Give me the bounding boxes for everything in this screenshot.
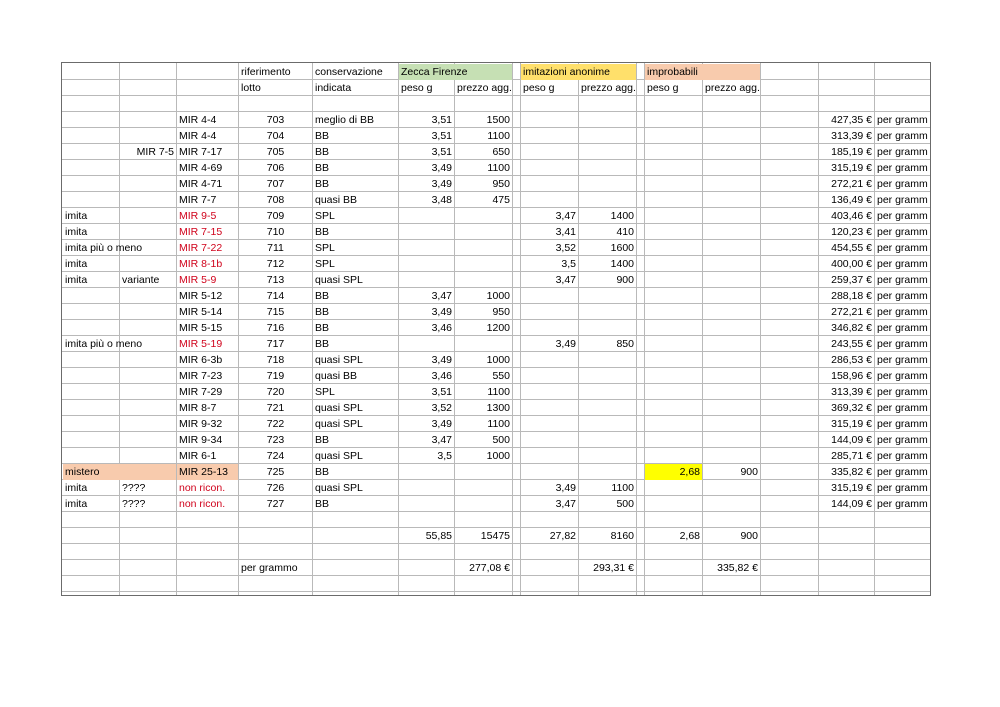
row-peso-zecca: 3,46 [431, 322, 452, 334]
row-prezzo-imitazioni: 1400 [610, 210, 634, 222]
row-conservazione: BB [315, 322, 330, 334]
row-prezzo-zecca: 550 [492, 370, 510, 382]
row-conservazione: meglio di BB [315, 114, 374, 126]
row-conservazione: SPL [315, 242, 335, 254]
row-prezzo-imitazioni: 500 [616, 498, 634, 510]
row-prezzo-zecca: 475 [492, 194, 510, 206]
row-lot: 723 [266, 434, 285, 446]
row-unit: per gramm [877, 498, 928, 510]
row-conservazione: BB [315, 178, 330, 190]
row-note: imita [65, 226, 88, 238]
row-prezzo-zecca: 1200 [486, 322, 510, 334]
row-note: imita più o meno [65, 242, 143, 254]
row-peso-zecca: 3,51 [431, 146, 452, 158]
row-reference: MIR 8-7 [179, 402, 217, 414]
row-lot: 721 [266, 402, 285, 414]
total-peso-improbabili: 2,68 [679, 530, 700, 542]
row-unit: per gramm [877, 434, 928, 446]
row-price-per-gram: 144,09 € [831, 434, 872, 446]
row-reference: MIR 25-13 [177, 464, 238, 480]
row-conservazione: quasi SPL [315, 418, 363, 430]
row-conservazione: BB [315, 306, 330, 318]
row-reference: MIR 7-23 [179, 370, 223, 382]
row-peso-imitazioni: 3,47 [555, 210, 576, 222]
row-prezzo-zecca: 650 [492, 146, 510, 158]
row-unit: per gramm [877, 386, 928, 398]
row-reference: MIR 5-15 [179, 322, 223, 334]
row-peso-zecca: 3,51 [431, 130, 452, 142]
total-peso-zecca: 55,85 [425, 530, 452, 542]
row-price-per-gram: 315,19 € [831, 162, 872, 174]
row-unit: per gramm [877, 114, 928, 126]
header-improbabili: improbabili [645, 64, 760, 80]
row-reference: MIR 9-32 [179, 418, 223, 430]
row-note: imita [65, 498, 88, 510]
row-price-per-gram: 259,37 € [831, 274, 872, 286]
row-price-per-gram: 272,21 € [831, 178, 872, 190]
per-grammo-zecca: 277,08 € [469, 562, 510, 574]
row-lot: 704 [266, 130, 285, 142]
row-lot: 726 [266, 482, 285, 494]
row-reference: non ricon. [179, 498, 226, 510]
row-lot: 714 [266, 290, 285, 302]
row-prezzo-zecca: 950 [492, 306, 510, 318]
row-lot: 705 [266, 146, 285, 158]
row-prezzo-imitazioni: 1400 [610, 258, 634, 270]
spreadsheet-table [61, 62, 931, 596]
row-price-per-gram: 400,00 € [831, 258, 872, 270]
row-price-per-gram: 288,18 € [831, 290, 872, 302]
row-prezzo-zecca: 1000 [486, 450, 510, 462]
row-prezzo-zecca: 1000 [486, 354, 510, 366]
row-unit: per gramm [877, 354, 928, 366]
row-unit: per gramm [877, 466, 928, 478]
row-note-secondary: ???? [122, 482, 146, 494]
row-note: mistero [63, 464, 176, 480]
row-note: imita [65, 274, 88, 286]
row-unit: per gramm [877, 306, 928, 318]
row-unit: per gramm [877, 210, 928, 222]
row-unit: per gramm [877, 338, 928, 350]
row-price-per-gram: 120,23 € [831, 226, 872, 238]
row-conservazione: BB [315, 130, 330, 142]
row-prezzo-zecca: 1100 [487, 418, 510, 430]
row-prezzo-imitazioni: 410 [616, 226, 634, 238]
row-note-secondary: ???? [122, 498, 146, 510]
row-lot: 707 [266, 178, 285, 190]
row-prezzo-zecca: 500 [492, 434, 510, 446]
row-conservazione: BB [315, 338, 330, 350]
row-conservazione: SPL [315, 210, 335, 222]
row-price-per-gram: 136,49 € [831, 194, 872, 206]
row-prezzo-zecca: 1100 [487, 130, 510, 142]
row-lot: 706 [266, 162, 285, 174]
row-note: imita [65, 482, 88, 494]
row-price-per-gram: 313,39 € [831, 130, 872, 142]
row-price-per-gram: 346,82 € [831, 322, 872, 334]
row-peso-imitazioni: 3,47 [555, 498, 576, 510]
row-conservazione: SPL [315, 258, 335, 270]
row-note: imita più o meno [65, 338, 143, 350]
header-zecca-firenze: Zecca Firenze [399, 64, 512, 80]
row-unit: per gramm [877, 450, 928, 462]
per-grammo-improbabili: 335,82 € [717, 562, 758, 574]
row-reference: MIR 9-34 [179, 434, 223, 446]
row-peso-zecca: 3,51 [431, 386, 452, 398]
row-conservazione: quasi SPL [315, 402, 363, 414]
row-reference: MIR 4-71 [179, 178, 223, 190]
row-conservazione: BB [315, 226, 330, 238]
row-peso-zecca: 3,49 [431, 162, 452, 174]
row-price-per-gram: 403,46 € [831, 210, 872, 222]
row-prezzo-zecca: 1500 [486, 114, 510, 126]
row-lot: 720 [266, 386, 285, 398]
row-price-per-gram: 185,19 € [831, 146, 872, 158]
row-conservazione: BB [315, 146, 330, 158]
row-reference: MIR 5-14 [179, 306, 223, 318]
row-reference: MIR 5-19 [179, 338, 223, 350]
row-peso-zecca: 3,48 [431, 194, 452, 206]
row-peso-imitazioni: 3,47 [555, 274, 576, 286]
row-conservazione: SPL [315, 386, 335, 398]
row-peso-imitazioni: 3,5 [561, 258, 576, 270]
row-reference: non ricon. [179, 482, 226, 494]
row-unit: per gramm [877, 402, 928, 414]
row-lot: 715 [266, 306, 285, 318]
row-peso-imitazioni: 3,52 [555, 242, 576, 254]
row-lot: 718 [266, 354, 285, 366]
header-peso-zecca: peso g [401, 82, 433, 94]
row-price-per-gram: 315,19 € [831, 482, 872, 494]
row-unit: per gramm [877, 162, 928, 174]
total-peso-imitazioni: 27,82 [549, 530, 576, 542]
header-imitazioni-anonime: imitazioni anonime [521, 64, 636, 80]
row-unit: per gramm [877, 130, 928, 142]
header-prezzo-improbabili: prezzo agg. [705, 82, 760, 94]
row-lot: 716 [266, 322, 285, 334]
row-lot: 709 [266, 210, 285, 222]
header-conservazione: conservazione [315, 66, 383, 78]
row-prezzo-imitazioni: 1100 [611, 482, 634, 494]
row-price-per-gram: 454,55 € [831, 242, 872, 254]
row-reference: MIR 7-29 [179, 386, 223, 398]
total-prezzo-zecca: 15475 [480, 530, 510, 542]
row-conservazione: quasi SPL [315, 354, 363, 366]
row-lot: 711 [267, 242, 284, 254]
row-reference: MIR 5-9 [179, 274, 217, 286]
row-price-per-gram: 427,35 € [831, 114, 872, 126]
row-note: imita [65, 258, 88, 270]
row-unit: per gramm [877, 242, 928, 254]
row-lot: 724 [266, 450, 285, 462]
row-prezzo-imitazioni: 900 [616, 274, 634, 286]
row-peso-zecca: 3,49 [431, 354, 452, 366]
row-lot: 703 [266, 114, 285, 126]
row-reference: MIR 7-15 [179, 226, 223, 238]
row-unit: per gramm [877, 482, 928, 494]
row-prezzo-zecca: 1000 [486, 290, 510, 302]
row-reference: MIR 4-69 [179, 162, 223, 174]
header-peso-improbabili: peso g [647, 82, 679, 94]
row-peso-imitazioni: 3,49 [555, 338, 576, 350]
row-lot: 708 [266, 194, 285, 206]
row-peso-zecca: 3,49 [431, 178, 452, 190]
row-unit: per gramm [877, 274, 928, 286]
row-unit: per gramm [877, 226, 928, 238]
header-indicata: indicata [315, 82, 352, 94]
per-grammo-label: per grammo [241, 562, 298, 574]
row-unit: per gramm [877, 418, 928, 430]
row-note-secondary: variante [122, 274, 160, 286]
row-peso-improbabili: 2,68 [645, 464, 702, 480]
header-peso-imitazioni: peso g [523, 82, 555, 94]
row-reference: MIR 4-4 [179, 130, 217, 142]
row-conservazione: quasi SPL [315, 274, 363, 286]
total-prezzo-imitazioni: 8160 [610, 530, 634, 542]
row-conservazione: BB [315, 466, 330, 478]
row-conservazione: quasi SPL [315, 450, 363, 462]
row-peso-zecca: 3,49 [431, 418, 452, 430]
row-peso-zecca: 3,47 [431, 434, 452, 446]
row-lot: 725 [266, 466, 285, 478]
header-prezzo-imitazioni: prezzo agg. [581, 82, 636, 94]
row-lot: 727 [266, 498, 285, 510]
row-conservazione: BB [315, 290, 330, 302]
row-conservazione: BB [315, 162, 330, 174]
row-peso-zecca: 3,5 [437, 450, 452, 462]
row-reference: MIR 8-1b [179, 258, 223, 270]
row-prezzo-zecca: 950 [492, 178, 510, 190]
row-unit: per gramm [877, 290, 928, 302]
header-riferimento: riferimento [241, 66, 291, 78]
row-price-per-gram: 285,71 € [831, 450, 872, 462]
row-lot: 719 [266, 370, 285, 382]
header-prezzo-zecca: prezzo agg. [457, 82, 512, 94]
row-price-per-gram: 286,53 € [831, 354, 872, 366]
row-price-per-gram: 313,39 € [831, 386, 872, 398]
row-peso-zecca: 3,51 [431, 114, 452, 126]
row-peso-zecca: 3,49 [431, 306, 452, 318]
row-price-per-gram: 272,21 € [831, 306, 872, 318]
row-prezzo-zecca: 1100 [487, 162, 510, 174]
row-conservazione: BB [315, 498, 330, 510]
row-conservazione: quasi SPL [315, 482, 363, 494]
row-peso-zecca: 3,47 [431, 290, 452, 302]
row-lot: 722 [266, 418, 285, 430]
row-conservazione: quasi BB [315, 194, 358, 206]
row-note: imita [65, 210, 88, 222]
row-unit: per gramm [877, 370, 928, 382]
row-prezzo-zecca: 1100 [487, 386, 510, 398]
total-prezzo-improbabili: 900 [740, 530, 758, 542]
row-reference: MIR 4-4 [179, 114, 217, 126]
row-reference: MIR 6-1 [179, 450, 217, 462]
row-unit: per gramm [877, 146, 928, 158]
row-price-per-gram: 144,09 € [831, 498, 872, 510]
row-prezzo-zecca: 1300 [486, 402, 510, 414]
row-unit: per gramm [877, 178, 928, 190]
row-price-per-gram: 243,55 € [831, 338, 872, 350]
row-lot: 710 [266, 226, 285, 238]
row-lot: 713 [266, 274, 285, 286]
row-reference: MIR 9-5 [179, 210, 217, 222]
row-conservazione: BB [315, 434, 330, 446]
row-lot: 712 [266, 258, 285, 270]
row-prezzo-improbabili: 900 [740, 466, 758, 478]
row-unit: per gramm [877, 322, 928, 334]
row-peso-imitazioni: 3,49 [555, 482, 576, 494]
row-peso-zecca: 3,46 [431, 370, 452, 382]
row-price-per-gram: 335,82 € [831, 466, 872, 478]
header-lotto: lotto [241, 82, 261, 94]
row-prezzo-imitazioni: 850 [616, 338, 634, 350]
row-reference: MIR 7-17 [179, 146, 223, 158]
row-peso-imitazioni: 3,41 [555, 226, 576, 238]
row-note-secondary: MIR 7-5 [136, 146, 174, 158]
row-reference: MIR 5-12 [179, 290, 223, 302]
row-unit: per gramm [877, 194, 928, 206]
row-lot: 717 [266, 338, 285, 350]
row-unit: per gramm [877, 258, 928, 270]
row-reference: MIR 7-7 [179, 194, 217, 206]
row-prezzo-imitazioni: 1600 [610, 242, 634, 254]
row-conservazione: quasi BB [315, 370, 358, 382]
per-grammo-imitazioni: 293,31 € [593, 562, 634, 574]
row-price-per-gram: 158,96 € [831, 370, 872, 382]
row-reference: MIR 7-22 [179, 242, 223, 254]
row-reference: MIR 6-3b [179, 354, 223, 366]
grid-row-line [62, 591, 930, 592]
row-price-per-gram: 369,32 € [831, 402, 872, 414]
row-price-per-gram: 315,19 € [831, 418, 872, 430]
row-peso-zecca: 3,52 [431, 402, 452, 414]
